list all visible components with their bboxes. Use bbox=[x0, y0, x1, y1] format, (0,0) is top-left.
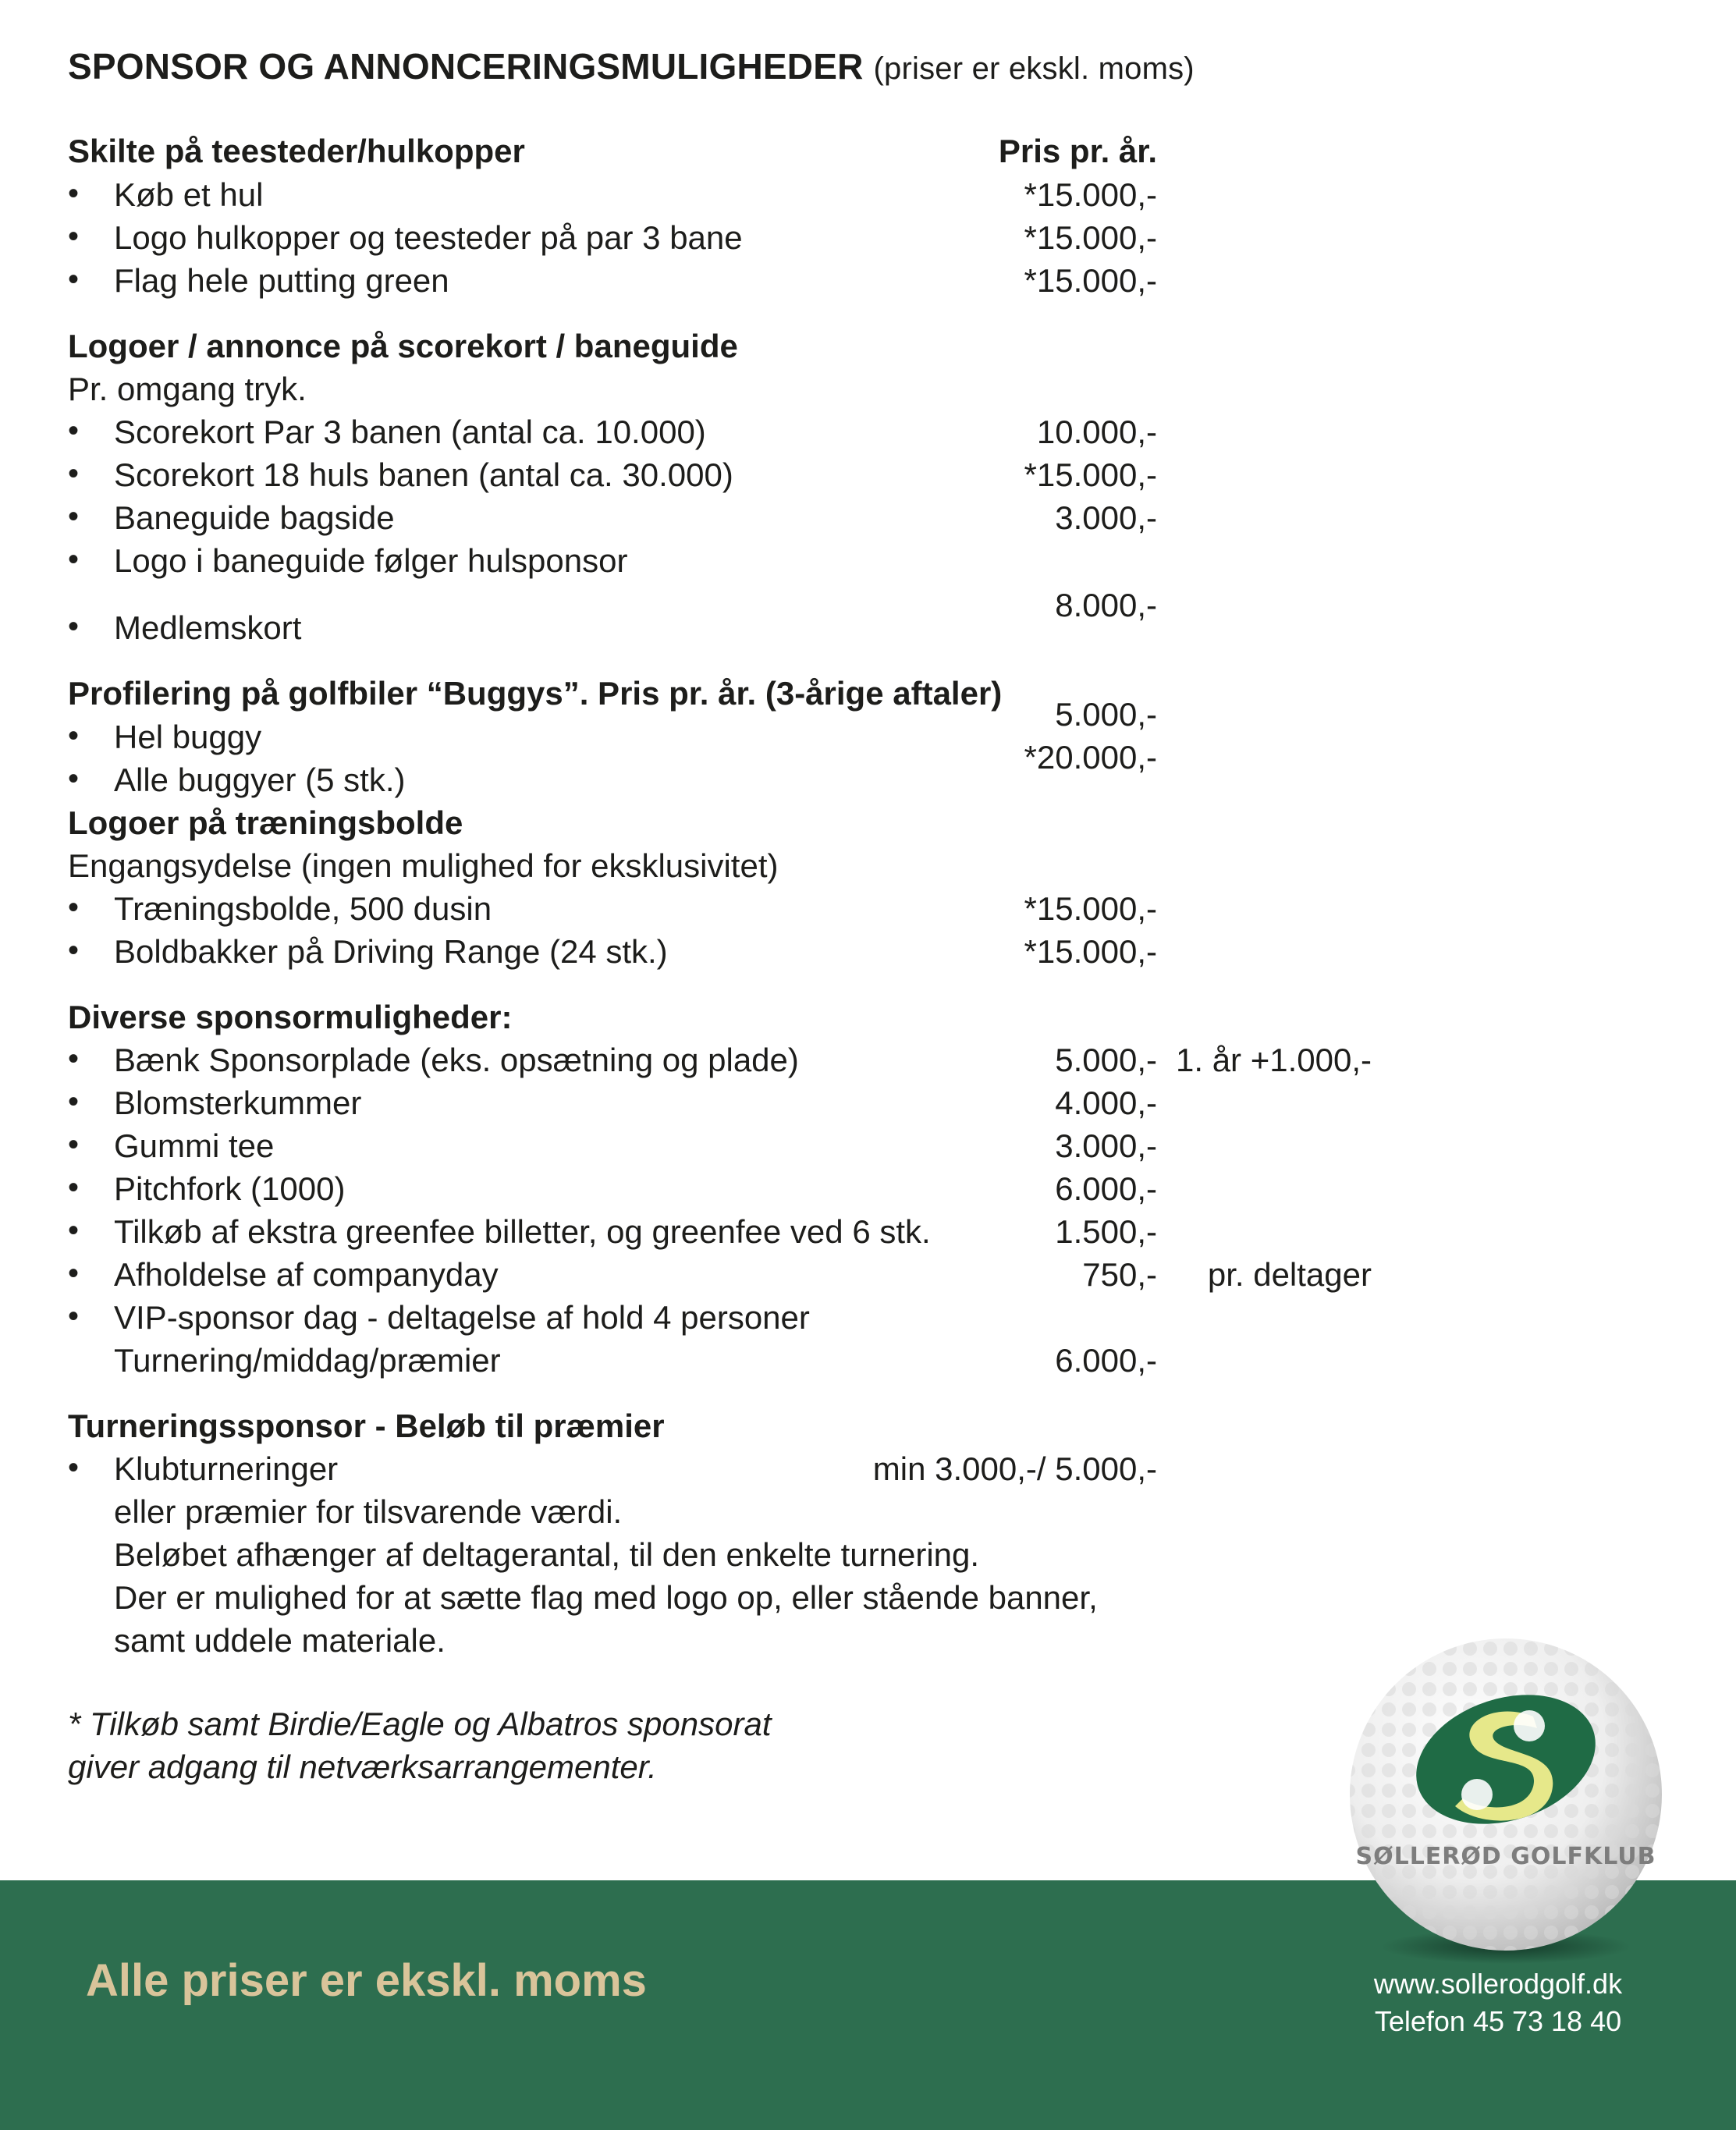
bullet: • bbox=[68, 1127, 80, 1162]
bullet: • bbox=[68, 1299, 80, 1333]
list-item bbox=[0, 933, 1736, 977]
list-item bbox=[0, 262, 1736, 306]
bullet: • bbox=[68, 262, 80, 296]
section-subheading: Engangsydelse (ingen mulighed for eksklusivitet) bbox=[68, 847, 779, 884]
list-item bbox=[0, 1213, 1736, 1257]
item-label: Alle buggyer (5 stk.) bbox=[114, 761, 406, 798]
item-price: 3.000,- bbox=[1055, 499, 1157, 536]
list-item bbox=[0, 1450, 1736, 1494]
bullet: • bbox=[68, 1256, 80, 1290]
item-price: 10.000,- bbox=[1036, 414, 1157, 450]
list-item bbox=[0, 761, 1736, 805]
item-label: Træningsbolde, 500 dusin bbox=[114, 890, 492, 927]
bullet: • bbox=[68, 1450, 80, 1485]
bullet: • bbox=[68, 176, 80, 211]
bullet: • bbox=[68, 414, 80, 448]
item-label: Gummi tee bbox=[114, 1127, 275, 1164]
item-price: 1.500,- bbox=[1055, 1213, 1157, 1250]
phone-number: Telefon 45 73 18 40 bbox=[1374, 2005, 1622, 2037]
item-label-continued: Turnering/middag/præmier bbox=[114, 1342, 501, 1379]
item-price: 750,- bbox=[1082, 1256, 1157, 1293]
section-heading-skilte: Skilte på teesteder/hulkopper bbox=[68, 133, 525, 169]
item-price: 5.000,- bbox=[1055, 1042, 1157, 1078]
list-item bbox=[0, 1256, 1736, 1300]
bullet: • bbox=[68, 219, 80, 254]
bullet: • bbox=[68, 499, 80, 534]
list-item bbox=[0, 456, 1736, 500]
description-line: samt uddele materiale. bbox=[114, 1622, 446, 1659]
title-sub: (priser er ekskl. moms) bbox=[873, 51, 1195, 86]
item-label: Medlemskort bbox=[114, 609, 302, 646]
section-heading-traeningsbolde: Logoer på træningsbolde bbox=[68, 804, 463, 841]
list-item bbox=[0, 719, 1736, 762]
item-price: min 3.000,-/ 5.000,- bbox=[872, 1450, 1157, 1487]
item-price: *15.000,- bbox=[1024, 456, 1157, 493]
description-line: eller præmier for tilsvarende værdi. bbox=[114, 1493, 623, 1530]
list-item bbox=[0, 609, 1736, 653]
item-label: Klubturneringer bbox=[114, 1450, 339, 1487]
bullet: • bbox=[68, 761, 80, 796]
list-item bbox=[0, 499, 1736, 543]
bullet: • bbox=[68, 1170, 80, 1205]
list-item bbox=[0, 1299, 1736, 1343]
section-heading-logoer: Logoer / annonce på scorekort / baneguide bbox=[68, 328, 738, 364]
list-item bbox=[0, 219, 1736, 263]
item-label: VIP-sponsor dag - deltagelse af hold 4 personer bbox=[114, 1299, 810, 1336]
item-price: 6.000,- bbox=[1055, 1342, 1157, 1379]
item-label: Logo i baneguide følger hulsponsor bbox=[114, 542, 628, 579]
item-label: Afholdelse af companyday bbox=[114, 1256, 499, 1293]
section-heading-diverse: Diverse sponsormuligheder: bbox=[68, 999, 513, 1035]
item-price: 5.000,- bbox=[1055, 696, 1157, 733]
bullet: • bbox=[68, 456, 80, 491]
bullet: • bbox=[68, 1085, 80, 1119]
list-item bbox=[0, 176, 1736, 220]
item-price: *20.000,- bbox=[1024, 739, 1157, 776]
bullet: • bbox=[68, 609, 80, 644]
list-item bbox=[0, 1042, 1736, 1085]
list-item bbox=[0, 1127, 1736, 1171]
item-price: *15.000,- bbox=[1024, 176, 1157, 213]
item-price: 4.000,- bbox=[1055, 1085, 1157, 1121]
section-subheading: Pr. omgang tryk. bbox=[68, 371, 307, 407]
footer-slogan: Alle priser er ekskl. moms bbox=[86, 1955, 647, 2006]
item-price: 8.000,- bbox=[1055, 587, 1157, 623]
bullet: • bbox=[68, 890, 80, 925]
item-price: *15.000,- bbox=[1024, 933, 1157, 970]
item-price: *15.000,- bbox=[1024, 262, 1157, 299]
item-label: Baneguide bagside bbox=[114, 499, 395, 536]
item-label: Scorekort Par 3 banen (antal ca. 10.000) bbox=[114, 414, 706, 450]
section-heading-turneringssponsor: Turneringssponsor - Beløb til præmier bbox=[68, 1408, 665, 1444]
item-label: Scorekort 18 huls banen (antal ca. 30.000) bbox=[114, 456, 733, 493]
item-label: Bænk Sponsorplade (eks. opsætning og plade) bbox=[114, 1042, 799, 1078]
item-label: Blomsterkummer bbox=[114, 1085, 362, 1121]
item-price: *15.000,- bbox=[1024, 890, 1157, 927]
footnote-line: giver adgang til netværksarrangementer. bbox=[68, 1748, 657, 1785]
item-label: Boldbakker på Driving Range (24 stk.) bbox=[114, 933, 668, 970]
item-label: Logo hulkopper og teesteder på par 3 bane bbox=[114, 219, 743, 256]
description-line: Beløbet afhænger af deltagerantal, til den enkelte turnering. bbox=[114, 1536, 980, 1573]
website-link[interactable]: www.sollerodgolf.dk bbox=[1373, 1968, 1623, 2000]
title-main: SPONSOR OG ANNONCERINGSMULIGHEDER bbox=[68, 46, 864, 87]
bullet: • bbox=[68, 933, 80, 967]
bullet: • bbox=[68, 1042, 80, 1076]
bullet: • bbox=[68, 542, 80, 577]
item-price: 3.000,- bbox=[1055, 1127, 1157, 1164]
list-item bbox=[0, 542, 1736, 586]
section-heading-buggys: Profilering på golfbiler “Buggys”. Pris pr. år. (3-årige aftaler) bbox=[68, 675, 1003, 712]
list-item bbox=[0, 1085, 1736, 1128]
logo-text: SØLLERØD GOLFKLUB bbox=[1355, 1843, 1656, 1870]
item-label: Pitchfork (1000) bbox=[114, 1170, 346, 1207]
item-label: Tilkøb af ekstra greenfee billetter, og greenfee ved 6 stk. bbox=[114, 1213, 931, 1250]
list-item bbox=[0, 1170, 1736, 1214]
item-price: 6.000,- bbox=[1055, 1170, 1157, 1207]
list-item bbox=[0, 414, 1736, 457]
golf-ball-logo-icon bbox=[1338, 1638, 1674, 1974]
page-title bbox=[68, 45, 1195, 87]
bullet: • bbox=[68, 719, 80, 753]
list-item bbox=[0, 890, 1736, 934]
description-line: Der er mulighed for at sætte flag med logo op, eller stående banner, bbox=[114, 1579, 1098, 1616]
item-label: Flag hele putting green bbox=[114, 262, 449, 299]
item-label: Køb et hul bbox=[114, 176, 264, 213]
footnote-line: * Tilkøb samt Birdie/Eagle og Albatros sponsorat bbox=[68, 1706, 772, 1742]
item-extra: 1. år +1.000,- bbox=[1176, 1042, 1372, 1078]
item-price: *15.000,- bbox=[1024, 219, 1157, 256]
bullet: • bbox=[68, 1213, 80, 1248]
item-label: Hel buggy bbox=[114, 719, 262, 755]
item-extra: pr. deltager bbox=[1207, 1256, 1372, 1293]
price-column-header: Pris pr. år. bbox=[998, 133, 1157, 169]
